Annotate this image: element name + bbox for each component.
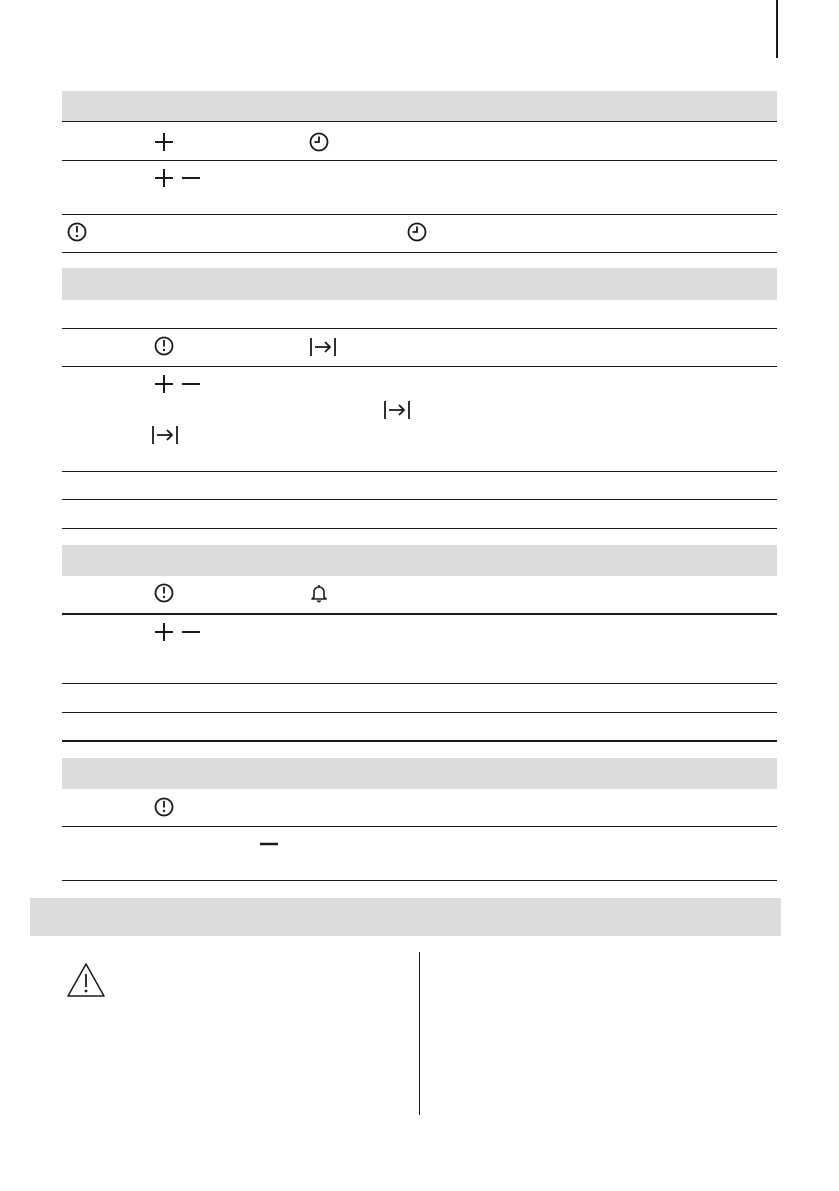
arrow-to-bar-icon (383, 399, 411, 421)
table3-rule (62, 740, 777, 742)
table1-rule (62, 214, 777, 215)
section-heading-band (30, 898, 781, 936)
table2-rule (62, 366, 777, 367)
table2-rule (62, 499, 777, 500)
table3-rule (62, 712, 777, 713)
arrow-to-bar-icon (309, 336, 337, 358)
minus-icon (259, 834, 279, 854)
table1-rule (62, 121, 777, 122)
table4-header-band (62, 758, 777, 789)
table3-rule (62, 683, 777, 684)
plus-icon (154, 132, 174, 152)
timer-icon (67, 222, 87, 242)
table4-rule (62, 826, 777, 827)
table1-rule (62, 160, 777, 161)
table2-rule (62, 328, 777, 329)
bell-icon (309, 583, 329, 603)
timer-icon (154, 336, 174, 356)
minus-icon (181, 622, 201, 642)
plus-icon (154, 168, 174, 188)
table1-header-band (62, 91, 777, 121)
table1-rule (62, 252, 777, 253)
table3-rule (62, 613, 777, 615)
clock-hands-icon (407, 222, 427, 242)
crop-mark (776, 0, 778, 58)
timer-icon (154, 797, 174, 817)
arrow-to-bar-icon (151, 424, 179, 446)
minus-icon (181, 168, 201, 188)
table2-rule (62, 471, 777, 472)
table2-header-band (62, 268, 777, 300)
clock-hands-icon (309, 132, 329, 152)
plus-icon (154, 622, 174, 642)
table2-rule (62, 528, 777, 529)
column-divider (419, 952, 420, 1115)
warning-icon (66, 962, 106, 998)
timer-icon (154, 583, 174, 603)
table4-rule (62, 880, 777, 881)
table3-header-band (62, 545, 777, 576)
minus-icon (181, 374, 201, 394)
plus-icon (154, 374, 174, 394)
